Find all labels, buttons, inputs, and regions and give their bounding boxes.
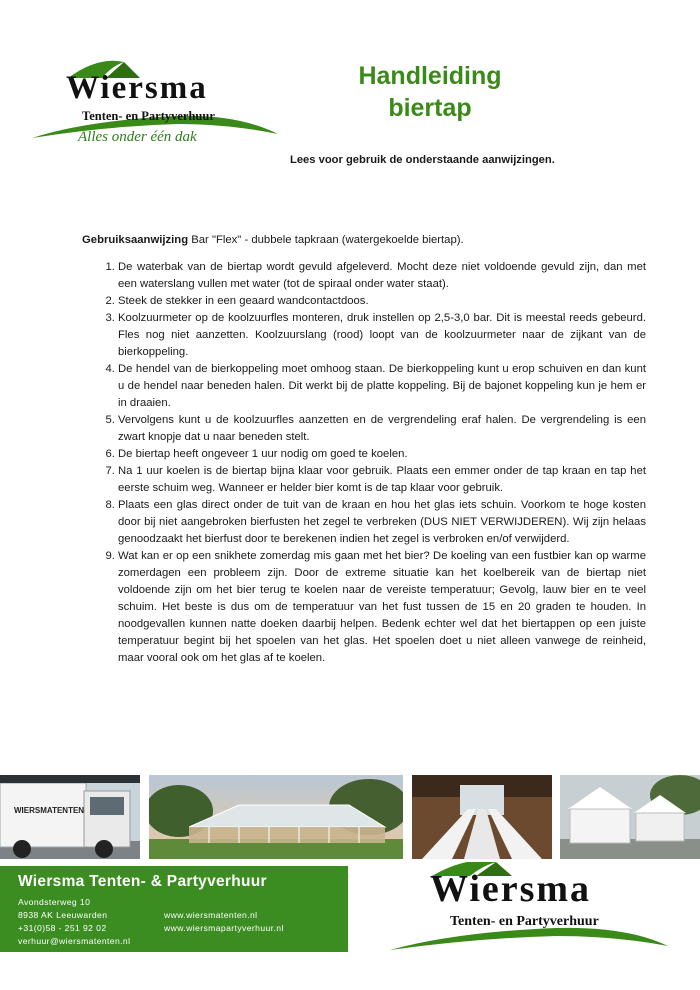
instruction-step-7: 7. Na 1 uur koelen is de biertap bijna klaar voor gebruik. Plaats een emmer onder de tap kraan en tap het eerste schuim weg. Wanneer er helder bier komt is de tap klaar voor gebruik. xyxy=(118,463,646,497)
usage-heading xyxy=(82,234,464,246)
page-title-line2: biertap xyxy=(388,94,472,122)
logo-wordmark: Wiersma xyxy=(66,70,208,106)
instruction-step-2: 2. Steek de stekker in een geaard wandcontactdoos. xyxy=(118,293,646,310)
footer-website-1[interactable]: www.wiersmatenten.nl xyxy=(164,910,258,920)
page-title-line1: Handleiding xyxy=(358,62,502,90)
logo-subtitle: Tenten- en Partyverhuur xyxy=(82,109,215,123)
page-title xyxy=(340,60,520,124)
instruction-step-1: 1. De waterbak van de biertap wordt gevuld afgeleverd. Mocht deze niet voldoende gevuld zijn, dan met een waterslang vullen met water (tot de spiraal onder water staat). xyxy=(118,259,646,293)
truck-lettering: WIERSMATENTEN xyxy=(14,806,85,815)
photo-strip xyxy=(0,775,700,859)
instruction-step-4: 4. De hendel van de bierkoppeling moet omhoog staan. De bierkoppeling kunt u erop schuiven en dan kunt u de hendel naar beneden halen. Dit werkt bij de platte koppeling. Bij de bajonet koppeling kun je hem er in draaien. xyxy=(118,361,646,412)
usage-text: Bar "Flex" - dubbele tapkraan (watergekoelde biertap). xyxy=(188,234,464,246)
company-logo xyxy=(28,58,280,150)
footer-phone[interactable]: +31(0)58 - 251 92 02 xyxy=(18,923,107,933)
footer-email[interactable]: verhuur@wiersmatenten.nl xyxy=(18,936,131,946)
footer-city: 8938 AK Leeuwarden xyxy=(18,910,108,920)
instruction-step-8: 8. Plaats een glas direct onder de tuit van de kraan en hou het glas iets schuin. Voorkom te hoge kosten door bij niet aangebroken bierfusten het zegel te verbreken (DUS NIET VERWIJDEREN). Wij zijn helaas genoodzaakt het bierfust door te berekenen indien het zegel is verbroken en/of verwijderd. xyxy=(118,497,646,548)
photo-pagoda-tents xyxy=(560,775,700,859)
logo-slogan: Alles onder één dak xyxy=(78,129,197,145)
instruction-step-5: 5. Vervolgens kunt u de koolzuurfles aanzetten en de vergrendeling eraf halen. De vergrendeling is een zwart knopje dat u naar beneden stelt. xyxy=(118,412,646,446)
footer-website-2[interactable]: www.wiersmapartyverhuur.nl xyxy=(164,923,284,933)
footer-address: Avondsterweg 10 xyxy=(18,897,91,907)
photo-dinner-tables xyxy=(412,775,552,859)
logo-subtitle: Tenten- en Partyverhuur xyxy=(450,914,599,929)
footer-company-name: Wiersma Tenten- & Partyverhuur xyxy=(18,873,267,890)
company-logo-footer xyxy=(386,862,670,956)
logo-wordmark: Wiersma xyxy=(430,868,592,910)
footer-contact-block xyxy=(0,866,348,952)
photo-trucks xyxy=(0,775,140,859)
intro-text: Lees voor gebruik de onderstaande aanwijzingen. xyxy=(290,154,555,166)
instruction-step-9: 9. Wat kan er op een snikhete zomerdag mis gaan met het bier? De koeling van een fustbier kan op warme zomerdagen een probleem zijn. Door de extreme situatie kan het koelbereik van de biertap niet voldoende zijn om het bier terug te koelen naar de vereiste temperatuur; Gevolg, lauw bier en te veel schuim. Het beste is dus om de temperatuur van het fust tussen de 15 en 20 graden te houden. In noodgevallen kunnen natte doeken daarbij helpen. Bedenk echter wel dat het biertappen op een juiste temperatuur begint bij het spoelen van het glas. Het spoelen doet u niet alleen vanwege de reinheid, maar vooral ook om het glas af te koelen. xyxy=(118,548,646,667)
photo-glass-tent xyxy=(149,775,403,859)
usage-label: Gebruiksaanwijzing xyxy=(82,234,189,246)
instruction-step-6: 6. De biertap heeft ongeveer 1 uur nodig om goed te koelen. xyxy=(118,446,646,463)
instruction-list xyxy=(84,259,646,667)
instruction-step-3: 3. Koolzuurmeter op de koolzuurfles monteren, druk instellen op 2,5-3,0 bar. Dit is meestal reeds gebeurd. Fles nog niet aanzetten. Koolzuurslang (rood) loopt van de koolzuurmeter naar de zijkant van de bierkoppeling. xyxy=(118,310,646,361)
